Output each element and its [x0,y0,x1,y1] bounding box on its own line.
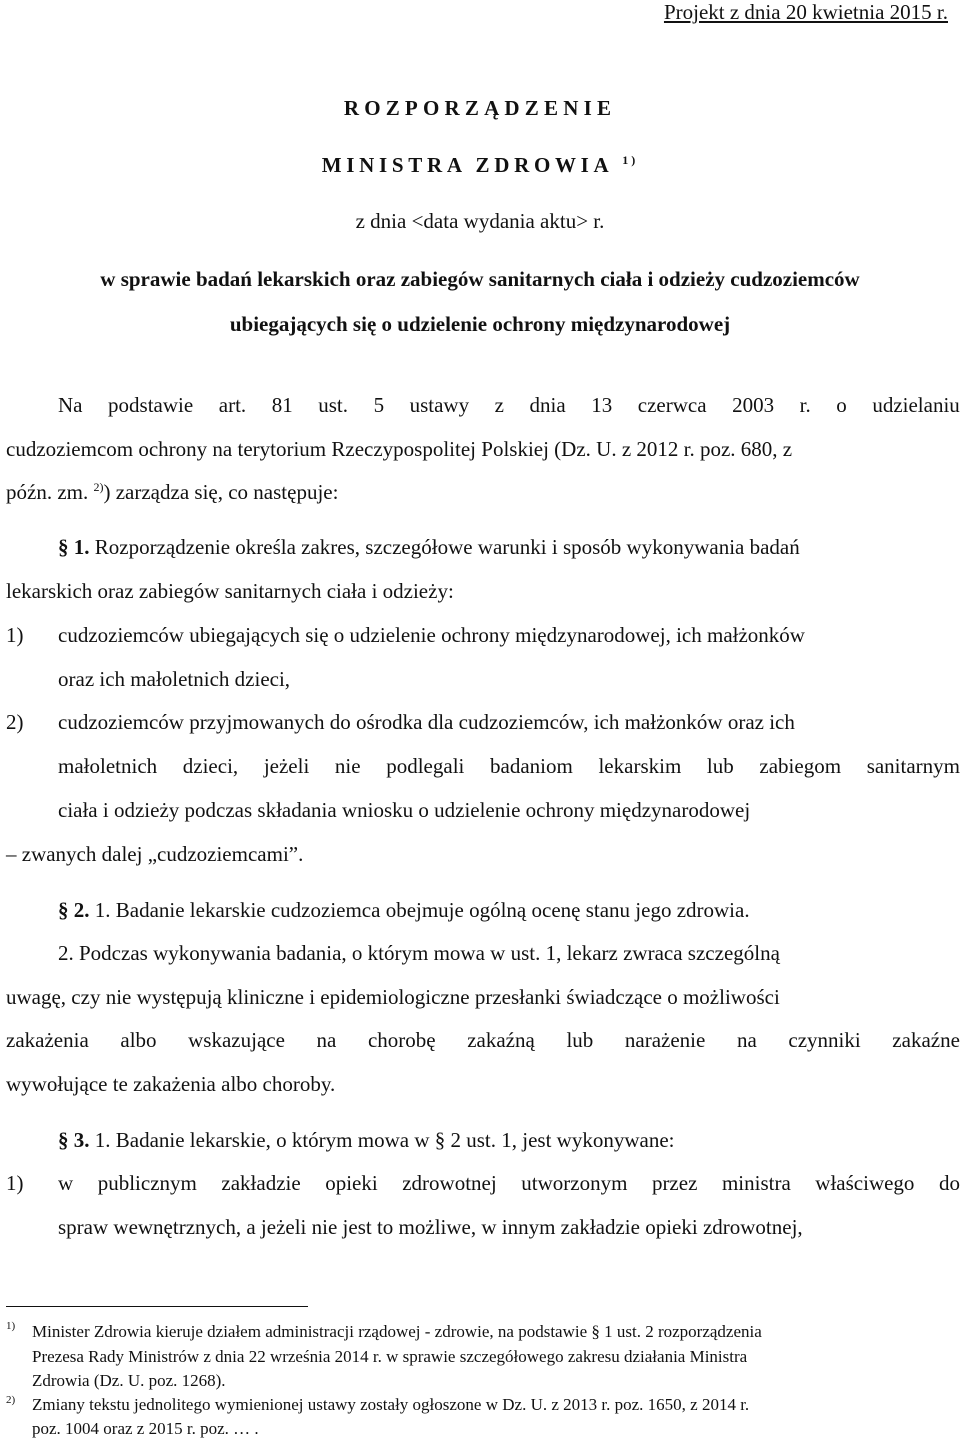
footnote-1-line-1: Minister Zdrowia kieruje działem administracji rządowej - zdrowie, na podstawie § 1 ust. 2 rozporządzenia [32,1322,762,1341]
section-2-p2-line-4: wywołujące te zakażenia albo choroby. [6,1072,336,1096]
preamble-text: późn. zm. [6,480,89,504]
section-2-text: 1. Badanie lekarskie cudzoziemca obejmuje ogólną ocenę stanu jego zdrowia. [94,898,750,922]
section-1-item-1-line-1: cudzoziemców ubiegających się o udzielenie ochrony międzynarodowej, ich małżonków [58,623,805,647]
issuing-authority [0,153,960,178]
section-3-text: 1. Badanie lekarskie, o którym mowa w § 2 ust. 1, jest wykonywane: [94,1128,675,1152]
footnote-ref-2[interactable]: 2) [93,480,104,494]
section-3-item-1-line-2: spraw wewnętrznych, a jeżeli nie jest to możliwe, w innym zakładzie opieki zdrowotnej, [58,1215,803,1239]
section-1-item-2-line-2: małoletnich dzieci, jeżeli nie podlegali badaniom lekarskim lub zabiegom sanitarnym [58,754,960,778]
section-2-p2-line-3: zakażenia albo wskazujące na chorobę zakaźną lub narażenie na czynniki zakaźne [6,1028,960,1052]
project-date-note: Projekt z dnia 20 kwietnia 2015 r. [663,0,948,24]
section-1-item-1-line-2: oraz ich małoletnich dzieci, [58,667,291,691]
footnote-1-line-3: Zdrowia (Dz. U. poz. 1268). [32,1371,226,1390]
preamble-text-end: ) zarządza się, co następuje: [103,480,339,504]
footnote-1-number: 1) [6,1320,16,1332]
section-1-item-1-number: 1) [6,623,24,647]
section-2-number: § 2. [58,898,90,922]
footnote-2-line-1: Zmiany tekstu jednolitego wymienionej ustawy zostały ogłoszone w Dz. U. z 2013 r. poz. 1650, z 2014 r. [32,1395,750,1414]
section-1-line-1 [58,535,800,560]
section-1-line-2: lekarskich oraz zabiegów sanitarnych ciała i odzieży: [6,579,454,603]
section-1-item-2-line-1: cudzoziemców przyjmowanych do ośrodka dla cudzoziemców, ich małżonków oraz ich [58,710,795,734]
section-3-number: § 3. [58,1128,90,1152]
section-1-number: § 1. [58,535,90,559]
document-title: ROZPORZĄDZENIE [343,96,617,120]
footnote-1-line-2: Prezesa Rady Ministrów z dnia 22 września 2014 r. w sprawie szczegółowego zakresu działania Ministra [32,1347,748,1366]
section-3-item-1-line-1: w publicznym zakładzie opieki zdrowotnej utworzonym przez ministra właściwego do [58,1171,960,1195]
preamble-line-1: Na podstawie art. 81 ust. 5 ustawy z dnia 13 czerwca 2003 r. o udzielaniu [58,393,960,417]
issue-date: z dnia <data wydania aktu> r. [355,209,605,233]
section-3-item-1-number: 1) [6,1171,24,1195]
section-2-p2-line-2: uwagę, czy nie występują kliniczne i epidemiologiczne przesłanki świadczące o możliwości [6,985,780,1009]
subject-line-2: ubiegających się o udzielenie ochrony międzynarodowej [229,312,731,336]
footnote-separator [6,1306,308,1307]
preamble-line-3 [6,480,338,505]
section-1-closing: – zwanych dalej „cudzoziemcami”. [6,842,304,866]
section-1-text: Rozporządzenie określa zakres, szczegółowe warunki i sposób wykonywania badań [94,535,800,559]
section-2-line-1 [58,898,750,923]
section-2-p2-line-1: 2. Podczas wykonywania badania, o którym mowa w ust. 1, lekarz zwraca szczególną [58,941,780,965]
section-3-line-1 [58,1128,674,1153]
subject-line-1: w sprawie badań lekarskich oraz zabiegów sanitarnych ciała i odzieży cudzoziemców [100,267,860,291]
issuing-authority-text: MINISTRA ZDROWIA [321,153,613,177]
section-1-item-2-line-3: ciała i odzieży podczas składania wniosku o udzielenie ochrony międzynarodowej [58,798,751,822]
section-1-item-2-number: 2) [6,710,24,734]
footnote-ref-1[interactable]: 1) [622,153,639,167]
preamble-line-2: cudzoziemcom ochrony na terytorium Rzeczypospolitej Polskiej (Dz. U. z 2012 r. poz. 680, z [6,437,793,461]
footnote-2-line-2: poz. 1004 oraz z 2015 r. poz. … . [32,1419,259,1438]
footnote-2-number: 2) [6,1394,16,1406]
